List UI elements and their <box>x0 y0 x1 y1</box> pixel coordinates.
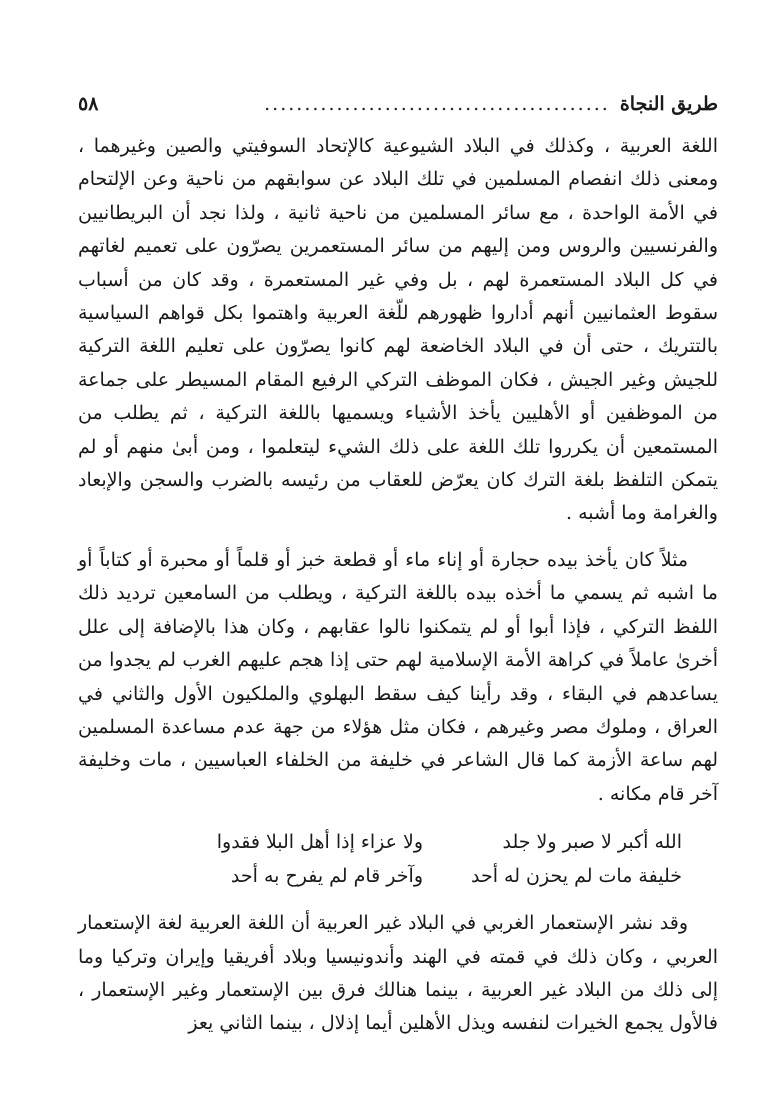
poem-verse <box>78 859 718 893</box>
paragraph-1: اللغة العربية ، وكذلك في البلاد الشيوعية كالإتحاد السوفيتي والصين وغيرهما ، ومعنى ذلك انفصام المسلمين في تلك البلاد عن سوابقهم من ناحية وعن الإلتحام في الأمة الواحدة ، مع سائر المسلمين من ناحية ثانية ، ولذا نجد أن البريطانيين والفرنسيين والروس ومن إليهم من سائر المستعمرين يصرّون على تعميم لغاتهم في كل البلاد المستعمرة لهم ، بل وفي غير المستعمرة ، وقد كان من أسباب سقوط العثمانيين أنهم أداروا ظهورهم للّغة العربية واهتموا بكل قواهم السياسية بالتتريك ، حتى أن في البلاد الخاضعة لهم كانوا يصرّون على تعليم اللغة التركية للجيش وغير الجيش ، فكان الموظف التركي الرفيع المقام المسيطر على جماعة من الموظفين أو الأهليين يأخذ الأشياء ويسميها باللغة التركية ، ثم يطلب من المستمعين أن يكرروا تلك اللغة على ذلك الشيء ليتعلموا ، ومن أبىٰ منهم أو لم يتمكن التلفظ بلغة الترك كان يعرّض للعقاب من رئيسه بالضرب والسجن والإبعاد والغرامة وما أشبه . <box>78 135 718 525</box>
running-header <box>78 86 718 122</box>
hemistich-right: الله أكبر لا صبر ولا جلد <box>502 831 682 854</box>
poem-verse <box>78 825 718 859</box>
paragraph-2: مثلاً كان يأخذ بيده حجارة أو إناء ماء أو قطعة خبز أو قلماً أو محبرة أو كتاباً أو ما اشبه ثم يسمي ما أخذه بيده باللغة التركية ، ويطلب من السامعين ترديد ذلك اللفظ التركي ، فإذا أبوا أو لم يتمكنوا نالوا عقابهم ، وكان هذا بالإضافة إلى علل أخرىٰ عاملاً في كراهة الأمة الإسلامية لهم حتى إذا هجم عليهم الغرب لم يجدوا من يساعدهم في البقاء ، وقد رأينا كيف سقط البهلوي والملكيون الأول والثاني في العراق ، وملوك مصر وغيرهم ، فكان مثل هؤلاء من جهة عدم مساعدة المسلمين لهم ساعة الأزمة كما قال الشاعر في خليفة من الخلفاء العباسيين ، مات وخليفة آخر قام مكانه . <box>78 548 718 805</box>
running-title: طريق النجاة <box>619 93 718 115</box>
hemistich-left: وآخر قام لم يفرح به أحد <box>230 865 423 888</box>
leader-dots: ........................................... <box>264 93 610 115</box>
hemistich-right: خليفة مات لم يحزن له أحد <box>470 865 682 888</box>
page-number: ٥٨ <box>78 93 99 115</box>
book-page <box>78 86 718 1041</box>
hemistich-left: ولا عزاء إذا أهل البلا فقدوا <box>216 831 423 854</box>
paragraph-3: وقد نشر الإستعمار الغربي في البلاد غير العربية أن اللغة العربية لغة الإستعمار العربي ، وكان ذلك في قمته في الهند وأندونيسيا وبلاد أفريقيا وإيران وتركيا وما إلى ذلك من البلاد غير العربية ، بينما هنالك فرق بين الإستعمار وغير الإستعمار ، فالأول يجمع الخيرات لنفسه ويذل الأهلين أيما إذلال ، بينما الثاني يعز <box>78 912 718 1035</box>
poem <box>78 825 718 893</box>
